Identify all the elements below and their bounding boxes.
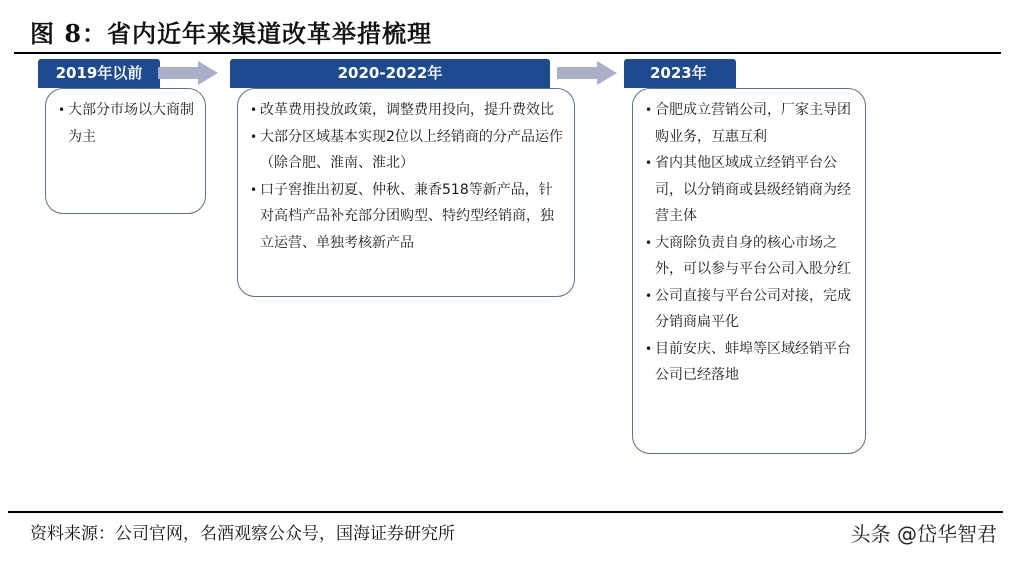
bullet-icon: • [645,235,653,250]
bullet-icon: • [645,288,653,303]
stage-box-2019 [45,88,206,214]
watermark: 头条 @岱华智君 [850,522,997,546]
stage-tag-2023: 2023年 [624,59,736,88]
bullet-icon: • [58,103,66,117]
arrow-right-icon [557,61,617,85]
bullet-icon: • [645,341,653,356]
figure-title: 图 8：省内近年来渠道改革举措梳理 [30,19,433,48]
stage-tag-2019: 2019年以前 [38,59,160,88]
list-item: • 公司直接与平台公司对接，完成分销商扁平化 [645,283,855,336]
bullet-icon: • [645,156,653,170]
arrow-right-icon [158,61,218,85]
list-item: • 口子窖推出初夏、仲秋、兼香518等新产品，针对高档产品补充部分团购型、特约型经销商，独立运营、单独考核新产品 [250,177,564,257]
stage-tag-2020-2022: 2020-2022年 [230,59,550,88]
list-item: • 合肥成立营销公司，厂家主导团购业务，互惠互利 [645,97,855,150]
list-item: • 省内其他区域成立经销平台公司，以分销商或县级经销商为经营主体 [645,150,855,230]
list-item: • 改革费用投放政策，调整费用投向，提升费效比 [250,97,564,124]
stage-box-2020-2022 [237,88,575,297]
list-item: • 大部分区域基本实现2位以上经销商的分产品运作（除合肥、淮南、淮北） [250,124,564,177]
list-item: • 目前安庆、蚌埠等区域经销平台公司已经落地 [645,336,855,389]
bullet-icon: • [645,103,653,117]
bullet-icon: • [250,103,258,117]
source-note: 资料来源：公司官网，名酒观察公众号，国海证券研究所 [30,524,455,544]
bullet-icon: • [250,129,258,144]
bottom-divider [8,511,1003,513]
stage-box-2023 [632,88,866,454]
bullet-icon: • [250,182,258,197]
top-divider [14,52,1001,54]
list-item: • 大部分市场以大商制为主 [58,97,195,150]
list-item: • 大商除负责自身的核心市场之外，可以参与平台公司入股分红 [645,230,855,283]
